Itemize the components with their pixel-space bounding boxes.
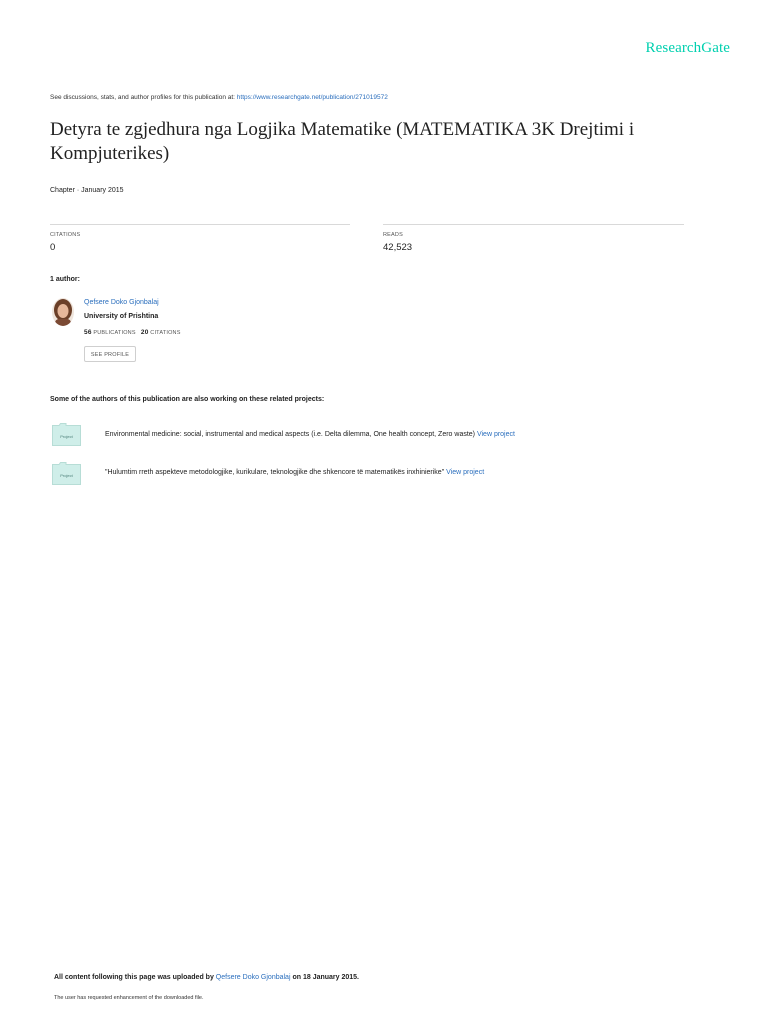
authors-count: 1 author: xyxy=(50,276,80,283)
researchgate-logo[interactable]: ResearchGate xyxy=(645,40,730,56)
project-icon-label: Project xyxy=(60,434,73,439)
see-profile-button[interactable]: SEE PROFILE xyxy=(84,346,136,362)
uploader-link[interactable]: Qefsere Doko Gjonbalaj xyxy=(215,974,291,981)
enhancement-note: The user has requested enhancement of the downloaded file. xyxy=(54,995,204,1001)
project-folder-icon[interactable] xyxy=(52,423,81,446)
discussion-line xyxy=(50,94,388,101)
author-avatar[interactable] xyxy=(52,298,74,326)
publication-meta: Chapter · January 2015 xyxy=(50,187,124,194)
author-publications-label: PUBLICATIONS xyxy=(93,330,136,336)
project-title: "Hulumtim rreth aspekteve metodologjike, kurikulare, teknologjike dhe shkencore të matematikës inxhinierike" xyxy=(105,469,447,476)
author-citations-count: 20 xyxy=(140,329,149,336)
author-citations-label: CITATIONS xyxy=(150,330,181,336)
discussion-text: See discussions, stats, and author profiles for this publication at: xyxy=(50,94,237,101)
view-project-link[interactable]: View project xyxy=(476,431,515,438)
project-icon-label: Project xyxy=(60,473,73,478)
project-folder-icon[interactable] xyxy=(52,462,81,485)
project-item xyxy=(105,469,484,476)
publication-url-link[interactable]: https://www.researchgate.net/publication/271019572 xyxy=(236,94,388,101)
reads-divider xyxy=(383,224,684,225)
citations-divider xyxy=(50,224,350,225)
project-item xyxy=(105,431,515,438)
view-project-link[interactable]: View project xyxy=(446,469,485,476)
reads-value: 42,523 xyxy=(383,242,413,253)
author-publications-count: 56 xyxy=(84,329,92,336)
citations-label: CITATIONS xyxy=(50,232,81,238)
upload-notice xyxy=(54,974,359,981)
author-institution: University of Prishtina xyxy=(84,313,159,320)
upload-prefix: All content following this page was uploaded by xyxy=(54,974,216,981)
reads-label: READS xyxy=(383,232,403,238)
publication-title: Detyra te zgjedhura nga Logjika Matematike (MATEMATIKA 3K Drejtimi i Kompjuterikes) xyxy=(50,119,635,164)
upload-suffix: on 18 January 2015. xyxy=(290,974,359,981)
author-name-link[interactable]: Qefsere Doko Gjonbalaj xyxy=(84,299,159,306)
author-stats xyxy=(84,329,181,336)
citations-value: 0 xyxy=(50,242,56,253)
project-title: Environmental medicine: social, instrumental and medical aspects (i.e. Delta dilemma, One health concept, Zero waste) xyxy=(105,431,477,438)
related-projects-heading: Some of the authors of this publication are also working on these related projects: xyxy=(50,396,325,403)
author-photo-icon xyxy=(52,298,74,326)
